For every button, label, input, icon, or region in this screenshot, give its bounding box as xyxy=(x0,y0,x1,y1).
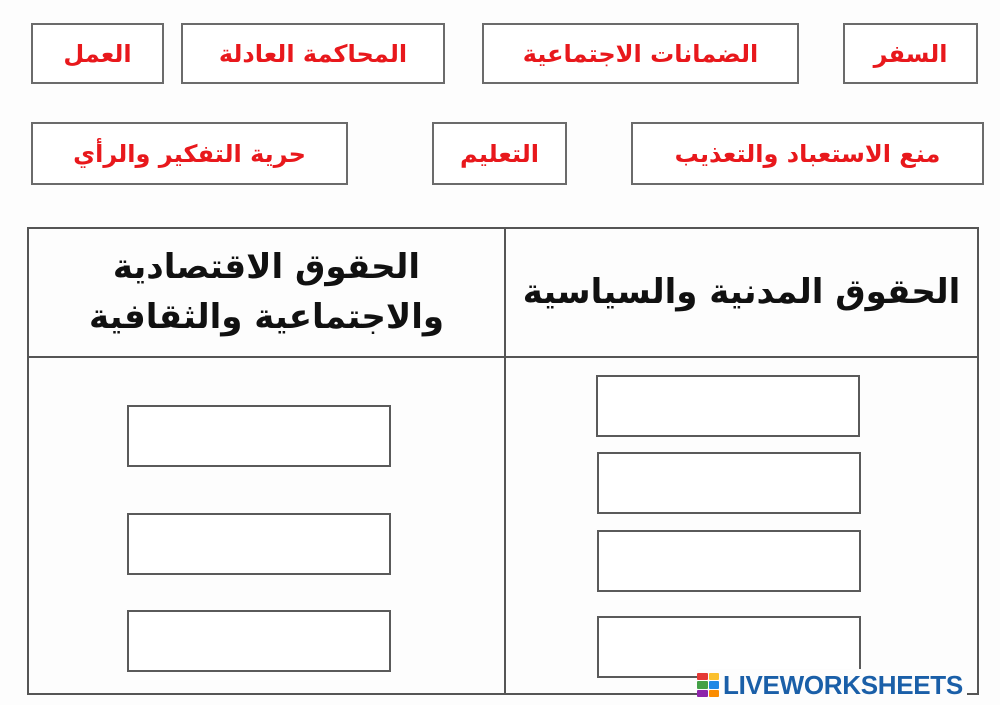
word-chip-freedom-of-thought[interactable]: حرية التفكير والرأي xyxy=(31,122,348,185)
drop-zone-left-3[interactable] xyxy=(127,610,391,672)
drop-zone-right-1[interactable] xyxy=(596,375,860,437)
drop-zone-left-1[interactable] xyxy=(127,405,391,467)
word-chip-no-slavery-torture[interactable]: منع الاستعباد والتعذيب xyxy=(631,122,984,185)
word-chip-travel[interactable]: السفر xyxy=(843,23,978,84)
header-right-text: الحقوق المدنية والسياسية xyxy=(522,271,961,312)
header-left-line2: والاجتماعية والثقافية xyxy=(88,296,445,337)
drop-zone-right-2[interactable] xyxy=(597,452,861,514)
liveworksheets-logo-text: LIVEWORKSHEETS xyxy=(723,669,963,700)
header-civil-political-rights xyxy=(506,229,977,356)
drop-zone-left-2[interactable] xyxy=(127,513,391,575)
word-chip-work[interactable]: العمل xyxy=(31,23,164,84)
word-chip-education[interactable]: التعليم xyxy=(432,122,567,185)
header-economic-social-cultural-rights xyxy=(29,229,504,356)
classification-table xyxy=(27,227,979,695)
header-divider xyxy=(29,356,977,358)
liveworksheets-logo xyxy=(697,669,967,701)
drop-zone-right-3[interactable] xyxy=(597,530,861,592)
header-left-line1: الحقوق الاقتصادية xyxy=(112,247,421,288)
word-chip-fair-trial[interactable]: المحاكمة العادلة xyxy=(181,23,445,84)
word-chip-social-security[interactable]: الضمانات الاجتماعية xyxy=(482,23,799,84)
liveworksheets-logo-icon xyxy=(697,673,719,697)
